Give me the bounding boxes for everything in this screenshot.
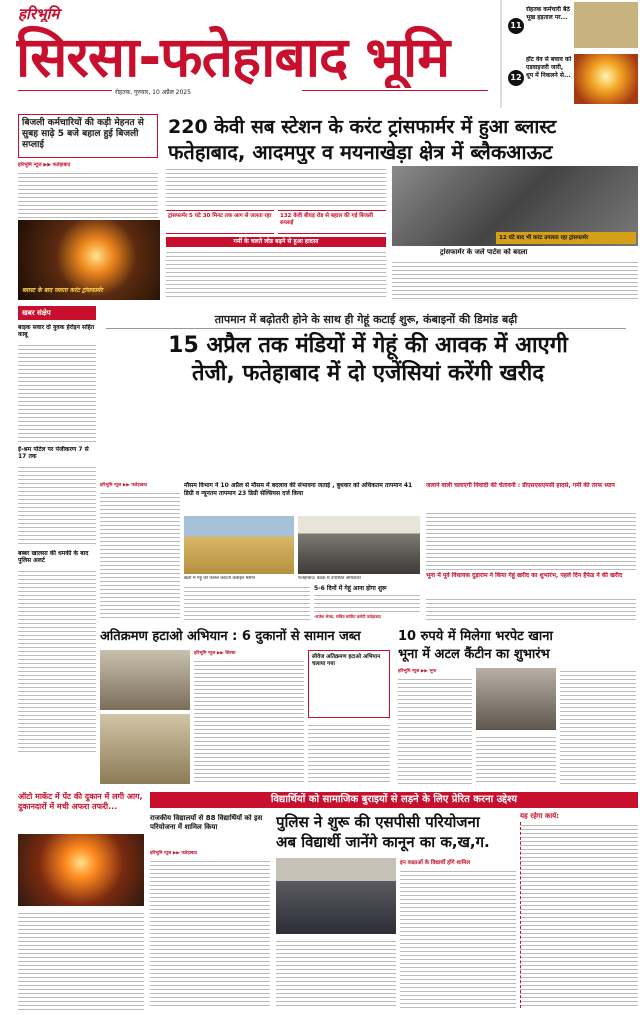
fire-story: [18, 790, 144, 1012]
left-column: [18, 306, 96, 754]
lead-body-right: [392, 259, 638, 301]
wheat-photo-caption-2: फतेहाबाद। बैठक में उपस्थित अधिकारी: [298, 576, 361, 581]
lead-body-red-box: [166, 249, 386, 299]
masthead-dateline: रोहतक, गुरुवार, 10 अप्रैल 2025: [112, 88, 302, 97]
lead-body-left: [18, 170, 158, 218]
encroach-headline: अतिक्रमण हटाओ अभियान : 6 दुकानों से सामान जब्त: [100, 629, 361, 644]
left-column-label: खबर संक्षेप: [18, 306, 96, 320]
wheat-story: [100, 306, 640, 626]
teaser-2[interactable]: [508, 54, 638, 106]
wheat-byline: हरिभूमि न्यूज ▶▶ फतेहाबाद: [100, 483, 148, 488]
masthead-title: सिरसा-फतेहाबाद भूमि: [16, 25, 450, 88]
students-headline-2: अब विद्यार्थी जानेंगे कानून का क,ख,ग.: [276, 833, 490, 851]
brief-2-head: ई-श्रम पोर्टल पर पंजीकरण 7 से 17 तक: [18, 446, 89, 460]
masthead: [0, 0, 640, 108]
wheat-headline-2: तेजी, फतेहाबाद में दो एजेंसियां करेंगी खरीद: [191, 361, 545, 386]
students-side-body: [520, 822, 638, 1008]
lead-headline-2: फतेहाबाद, आदमपुर व मयनाखेड़ा क्षेत्र में ब्लैकआऊट: [168, 140, 553, 164]
lead-kicker-text: बिजली कर्मचारियों की कड़ी मेहनत से सुबह साढ़े 5 बजे बहाल हुई बिजली सप्लाई: [22, 118, 144, 150]
lead-box-1-text: ट्रांसफार्मर 5 घंटे 30 मिनट तक आग से जलता रहा: [168, 213, 272, 219]
canteen-photo: [476, 668, 556, 730]
wheat-sub-head: 5-6 दिनों में गेहूं आना होगा शुरू: [314, 585, 387, 592]
lead-red-box-title: गर्मी के चलते लोड बढ़ने से हुआ हादसा: [166, 237, 386, 247]
wheat-body-2: [184, 584, 310, 620]
encroach-byline: हरिभूमि न्यूज ▶▶ सिरसा: [194, 651, 236, 656]
masthead-brand: हरिभूमि: [18, 5, 60, 22]
teaser-2-text: हॉट वेव से बचाव को एडवाइजरी जारी, धूप में निकलने से...: [526, 56, 572, 79]
lead-box-2: [278, 210, 386, 234]
encroach-photo-2: [100, 714, 190, 784]
teaser-1-text: रोहतक कर्मचारी बैठे भूख हड़ताल पर...: [526, 6, 570, 21]
brief-1-head: बाइक सवार दो युवक हेरोइन सहित काबू: [18, 324, 95, 338]
lead-box-2-text: 132 केवी बीघड़ रोड से बहाल की गई बिजली सप्लाई: [280, 213, 374, 226]
wheat-rule: [106, 328, 626, 329]
teaser-1[interactable]: [508, 2, 638, 50]
brief-3-body: [18, 568, 96, 752]
warning-head-2: भूना में पूर्व विधायक दुड़ाराम ने किया गेहूं खरीद का शुभारंभ, पहले दिन हैफेड ने की खरीद: [426, 572, 623, 579]
warning-head: जलाने वाली चलाएगी विवादी की चेतावनी : डीएसएसएमसी हादसे, गर्मी की तरफ ध्यान: [426, 482, 615, 489]
canteen-story: [394, 628, 638, 788]
canteen-headline-1: 10 रुपये में मिलेगा भरपेट खाना: [398, 629, 553, 644]
lead-photo-2: [392, 166, 638, 246]
encroach-story: [100, 628, 390, 788]
brief-1-body: [18, 342, 96, 442]
wheat-headline-1: 15 अप्रैल तक मंडियों में गेहूं की आवक में आएगी: [168, 333, 568, 358]
wheat-photo-2: [298, 516, 420, 574]
brief-2-body: [18, 464, 96, 544]
lead-photo-2-label: 12 घंटे बाद भी करंट उगलता रहा ट्रांसफार्मर: [496, 232, 636, 244]
wheat-sub-byline: -राजेश भेरवा, सचिव मार्किट कमेटी फतेहाबाद: [314, 614, 381, 619]
students-side-head: यह रहेगा कार्य:: [520, 812, 560, 820]
teaser-box: [500, 0, 640, 108]
students-body-1: [150, 858, 270, 1008]
wheat-photo-caption-1: खेतों में गेहूं की फसल काटती कंबाइन मशीन: [184, 576, 256, 581]
encroach-body-2: [308, 722, 390, 784]
students-banner: विद्यार्थियों को सामाजिक बुराइयों से लड़ने के लिए प्रेरित करना उद्देश्य: [150, 792, 638, 808]
canteen-body-3: [560, 668, 636, 784]
warning-body-2: [426, 596, 636, 622]
teaser-1-photo: [574, 2, 638, 48]
fire-photo: [18, 834, 144, 906]
lead-body-mid: [166, 166, 386, 208]
lead-photo-caption: ब्लास्ट के बाद जलता करंट ट्रांसफार्मर: [22, 287, 103, 294]
students-left-kicker: राजकीय विद्यालयों से 88 विद्यार्थियों को इस परियोजना में शामिल किया: [150, 814, 263, 831]
students-box-body: [400, 868, 516, 1008]
wheat-photo-1: [184, 516, 294, 574]
lead-kicker-box: [18, 114, 158, 158]
canteen-byline: हरिभूमि न्यूज ▶▶ भूना: [398, 669, 437, 674]
encroach-body: [194, 658, 304, 784]
wheat-kicker: तापमान में बढ़ोतरी होने के साथ ही गेहूं कटाई शुरू, कंबाइनों की डिमांड बढ़ी: [214, 313, 518, 326]
canteen-headline-2: भूना में अटल कैंटीन का शुभारंभ: [398, 647, 550, 662]
lead-photo-2-caption: ट्रांसफार्मर के जले पार्टस को बदला: [440, 248, 528, 256]
students-photo: [276, 858, 396, 934]
lead-headline-1: 220 केवी सब स्टेशन के करंट ट्रांसफार्मर में हुआ ब्लास्ट: [168, 116, 557, 138]
teaser-2-number: 12: [508, 70, 524, 86]
fire-headline: ऑटो मार्केट में पेंट की दुकान में लगी आग, दुकानदारों में मची अफरा तफरी...: [18, 792, 143, 811]
lead-story: [0, 110, 640, 305]
encroach-photo-1: [100, 650, 190, 710]
fire-body: [18, 910, 144, 1010]
wheat-body-1: [100, 490, 180, 620]
lead-byline: हरिभूमि न्यूज ▶▶ फतेहाबाद: [18, 162, 71, 168]
encroach-sidebar: सीवेज अतिक्रमण हटाओ अभियान चलाया गया: [308, 650, 390, 718]
students-story: [148, 790, 640, 1012]
students-body-2: [276, 938, 396, 1008]
students-box-head: इन कक्षाओं के विद्यार्थी होंगे शामिल: [400, 860, 471, 866]
wheat-weather-note: मौसम विभाग ने 10 अप्रैल से मौसम में बदलाव की संभावना जताई , बुधवार को अधिकतम तापमान 41 डिग्री व न्यूनतम तापमान 23 डिग्री सेल्सियस दर्ज किया: [184, 482, 413, 497]
wheat-body-3: [314, 592, 420, 612]
canteen-body-1: [398, 676, 472, 784]
lead-box-1: [166, 210, 274, 234]
students-byline: हरिभूमि न्यूज ▶▶ फतेहाबाद: [150, 851, 198, 856]
teaser-2-photo: [574, 54, 638, 104]
warning-body: [426, 510, 636, 570]
brief-3-head: बब्बर खालसा की धमकी के बाद पुलिस अलर्ट: [18, 550, 89, 564]
teaser-1-number: 11: [508, 18, 524, 34]
students-headline-1: पुलिस ने शुरू की एसपीसी परियोजना: [276, 813, 480, 831]
lead-photo: [18, 220, 160, 300]
canteen-body-2: [476, 734, 556, 784]
